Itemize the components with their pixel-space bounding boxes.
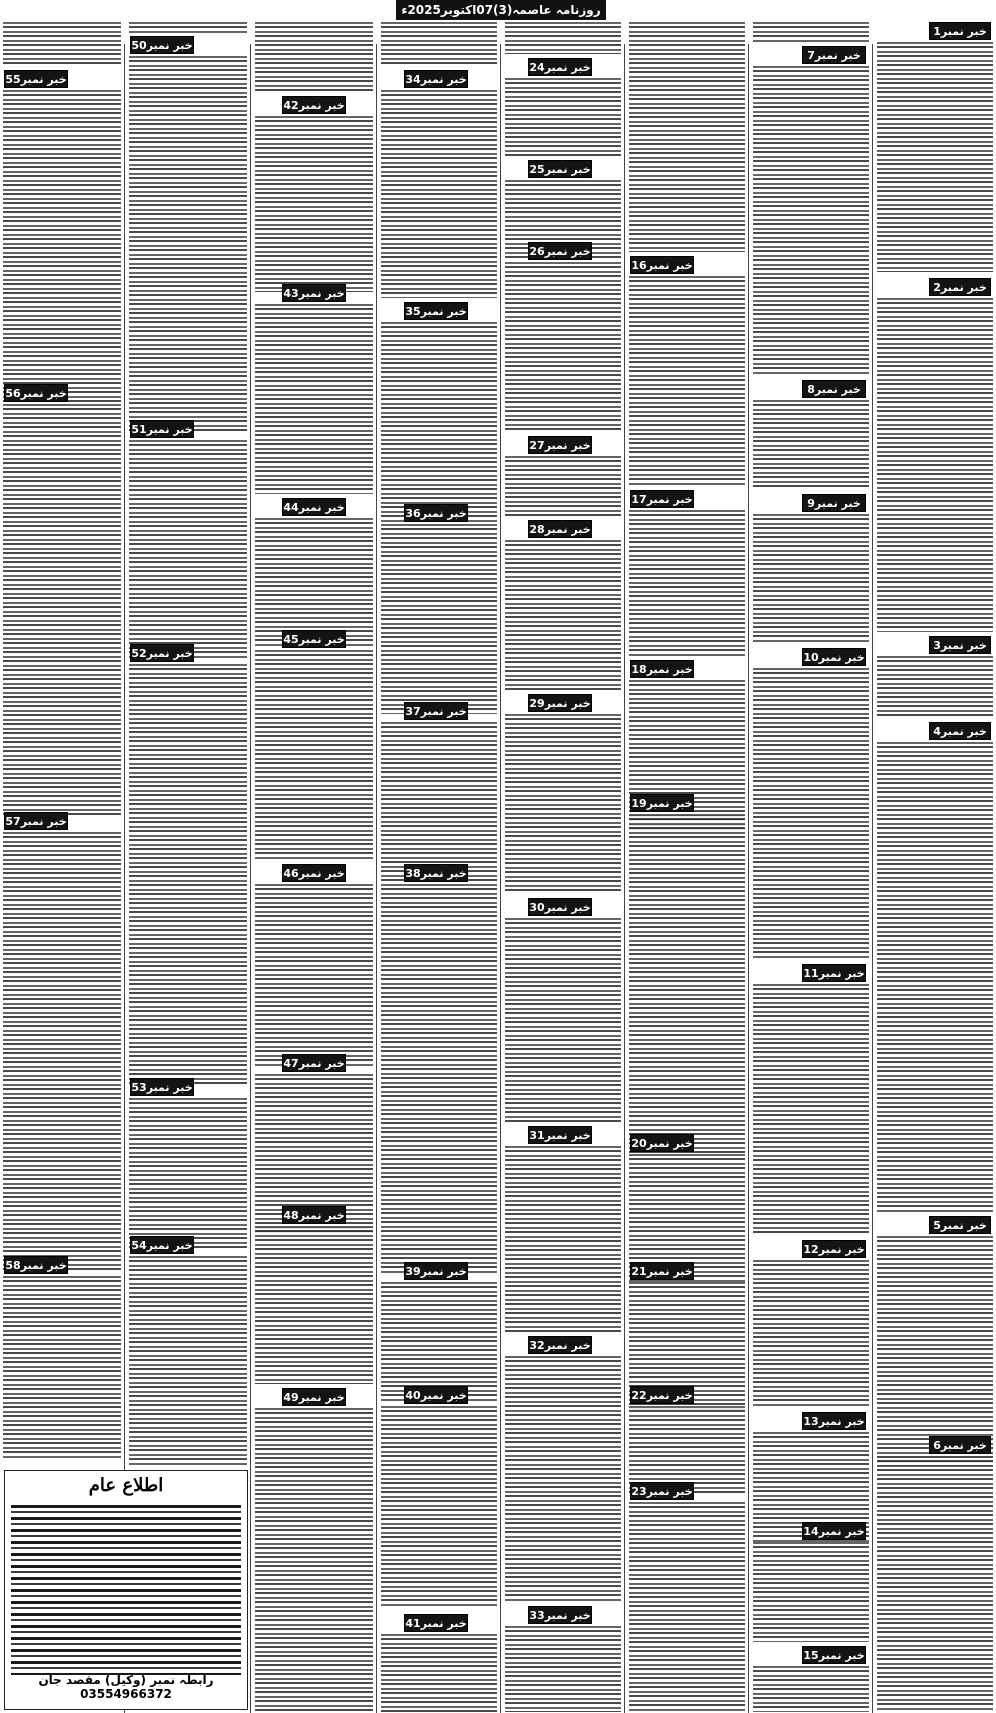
news-heading-12: خبر نمبر12 [802, 1240, 866, 1258]
news-heading-24: خبر نمبر24 [528, 58, 592, 76]
news-body-40 [381, 1406, 497, 1606]
news-body-58 [3, 1276, 121, 1460]
news-heading-48: خبر نمبر48 [282, 1206, 346, 1224]
news-heading-49: خبر نمبر49 [282, 1388, 346, 1406]
news-heading-39: خبر نمبر39 [404, 1262, 468, 1280]
column-rule [872, 44, 873, 1713]
news-heading-53: خبر نمبر53 [130, 1078, 194, 1096]
news-heading-32: خبر نمبر32 [528, 1336, 592, 1354]
news-heading-54: خبر نمبر54 [130, 1236, 194, 1254]
news-heading-18: خبر نمبر18 [630, 660, 694, 678]
news-body-6 [877, 1456, 993, 1712]
news-body-11 [753, 984, 869, 1236]
news-heading-27: خبر نمبر27 [528, 436, 592, 454]
news-heading-35: خبر نمبر35 [404, 302, 468, 320]
news-body-46 [255, 884, 373, 1066]
news-heading-50: خبر نمبر50 [130, 36, 194, 54]
news-heading-20: خبر نمبر20 [630, 1134, 694, 1152]
news-body-1 [877, 42, 993, 272]
news-heading-4: خبر نمبر4 [929, 722, 991, 740]
public-notice-title: اطلاع عام [88, 1475, 164, 1496]
news-heading-2: خبر نمبر2 [929, 278, 991, 296]
news-heading-38: خبر نمبر38 [404, 864, 468, 882]
news-body-52 [129, 664, 247, 1086]
news-heading-6: خبر نمبر6 [929, 1436, 991, 1454]
news-body-31 [505, 1146, 621, 1332]
news-heading-43: خبر نمبر43 [282, 284, 346, 302]
news-body-16 [629, 276, 745, 486]
news-heading-30: خبر نمبر30 [528, 898, 592, 916]
news-body-51 [129, 440, 247, 658]
news-columns [0, 22, 996, 1713]
news-body-36 [381, 524, 497, 714]
news-body-26 [505, 262, 621, 432]
column-3 [626, 22, 748, 1713]
news-body-continued [129, 22, 247, 34]
news-body-continued [505, 22, 621, 54]
column-4 [502, 22, 624, 1713]
news-body-43 [255, 304, 373, 494]
news-heading-36: خبر نمبر36 [404, 504, 468, 522]
news-heading-21: خبر نمبر21 [630, 1262, 694, 1280]
public-notice-box [4, 1470, 248, 1710]
news-body-continued [255, 22, 373, 92]
news-body-32 [505, 1356, 621, 1602]
news-heading-26: خبر نمبر26 [528, 242, 592, 260]
news-body-2 [877, 298, 993, 632]
news-heading-19: خبر نمبر19 [630, 794, 694, 812]
news-body-27 [505, 456, 621, 516]
news-heading-17: خبر نمبر17 [630, 490, 694, 508]
news-body-33 [505, 1626, 621, 1712]
news-heading-44: خبر نمبر44 [282, 498, 346, 516]
news-heading-10: خبر نمبر10 [802, 648, 866, 666]
news-heading-22: خبر نمبر22 [630, 1386, 694, 1404]
news-body-38 [381, 884, 497, 1274]
news-heading-37: خبر نمبر37 [404, 702, 468, 720]
news-heading-8: خبر نمبر8 [802, 380, 866, 398]
news-body-4 [877, 742, 993, 1212]
news-body-3 [877, 656, 993, 718]
news-heading-41: خبر نمبر41 [404, 1614, 468, 1632]
news-heading-1: خبر نمبر1 [929, 22, 991, 40]
news-body-37 [381, 722, 497, 882]
news-heading-42: خبر نمبر42 [282, 96, 346, 114]
news-heading-23: خبر نمبر23 [630, 1482, 694, 1500]
news-heading-7: خبر نمبر7 [802, 46, 866, 64]
news-heading-28: خبر نمبر28 [528, 520, 592, 538]
news-body-39 [381, 1282, 497, 1402]
column-rule [624, 44, 625, 1713]
column-5 [378, 22, 500, 1713]
news-body-44 [255, 518, 373, 646]
news-body-9 [753, 514, 869, 644]
news-heading-58: خبر نمبر58 [4, 1256, 68, 1274]
news-body-8 [753, 400, 869, 490]
news-heading-31: خبر نمبر31 [528, 1126, 592, 1144]
column-6 [252, 22, 376, 1713]
news-body-5 [877, 1236, 993, 1466]
news-heading-40: خبر نمبر40 [404, 1386, 468, 1404]
public-notice-body [11, 1505, 241, 1675]
news-body-14 [753, 1542, 869, 1642]
news-heading-29: خبر نمبر29 [528, 694, 592, 712]
news-body-48 [255, 1226, 373, 1384]
news-body-10 [753, 668, 869, 960]
column-rule [250, 44, 251, 1713]
news-body-12 [753, 1260, 869, 1408]
news-body-15 [753, 1666, 869, 1712]
column-7 [126, 22, 250, 1713]
news-heading-15: خبر نمبر15 [802, 1646, 866, 1664]
news-heading-11: خبر نمبر11 [802, 964, 866, 982]
news-body-35 [381, 322, 497, 522]
news-body-23 [629, 1502, 745, 1712]
news-heading-16: خبر نمبر16 [630, 256, 694, 274]
news-body-34 [381, 90, 497, 298]
news-body-28 [505, 540, 621, 690]
news-body-24 [505, 78, 621, 156]
news-body-continued [629, 22, 745, 252]
news-body-50 [129, 56, 247, 432]
news-body-17 [629, 510, 745, 656]
news-heading-51: خبر نمبر51 [130, 420, 194, 438]
news-body-continued [753, 22, 869, 42]
news-body-45 [255, 650, 373, 860]
news-body-49 [255, 1408, 373, 1712]
news-heading-45: خبر نمبر45 [282, 630, 346, 648]
news-heading-3: خبر نمبر3 [929, 636, 991, 654]
news-body-54 [129, 1256, 247, 1466]
news-heading-34: خبر نمبر34 [404, 70, 468, 88]
news-heading-57: خبر نمبر57 [4, 812, 68, 830]
news-body-continued [3, 22, 121, 66]
column-rule [500, 44, 501, 1713]
news-body-56 [3, 404, 121, 818]
news-heading-9: خبر نمبر9 [802, 494, 866, 512]
news-heading-25: خبر نمبر25 [528, 160, 592, 178]
news-body-19 [629, 814, 745, 1154]
column-rule [124, 44, 125, 1713]
column-rule [748, 44, 749, 1713]
news-heading-33: خبر نمبر33 [528, 1606, 592, 1624]
news-body-57 [3, 832, 121, 1270]
news-heading-14: خبر نمبر14 [802, 1522, 866, 1540]
news-body-53 [129, 1098, 247, 1248]
news-heading-52: خبر نمبر52 [130, 644, 194, 662]
news-body-30 [505, 918, 621, 1122]
news-body-55 [3, 90, 121, 402]
column-2 [750, 22, 872, 1713]
news-body-41 [381, 1634, 497, 1712]
news-body-29 [505, 714, 621, 894]
news-heading-56: خبر نمبر56 [4, 384, 68, 402]
masthead-date: روزنامہ عاصمہ(3)07اکتوبر2025ء [396, 0, 606, 20]
news-heading-46: خبر نمبر46 [282, 864, 346, 882]
news-body-continued [381, 22, 497, 66]
news-heading-5: خبر نمبر5 [929, 1216, 991, 1234]
news-heading-13: خبر نمبر13 [802, 1412, 866, 1430]
news-heading-55: خبر نمبر55 [4, 70, 68, 88]
column-rule [376, 44, 377, 1713]
column-8 [0, 22, 124, 1713]
news-body-7 [753, 66, 869, 376]
news-heading-47: خبر نمبر47 [282, 1054, 346, 1072]
news-body-42 [255, 116, 373, 292]
public-notice-contact: رابطہ نمبر (وکیل) مقصد جان 03554966372 [38, 1673, 214, 1701]
column-1 [874, 22, 996, 1713]
